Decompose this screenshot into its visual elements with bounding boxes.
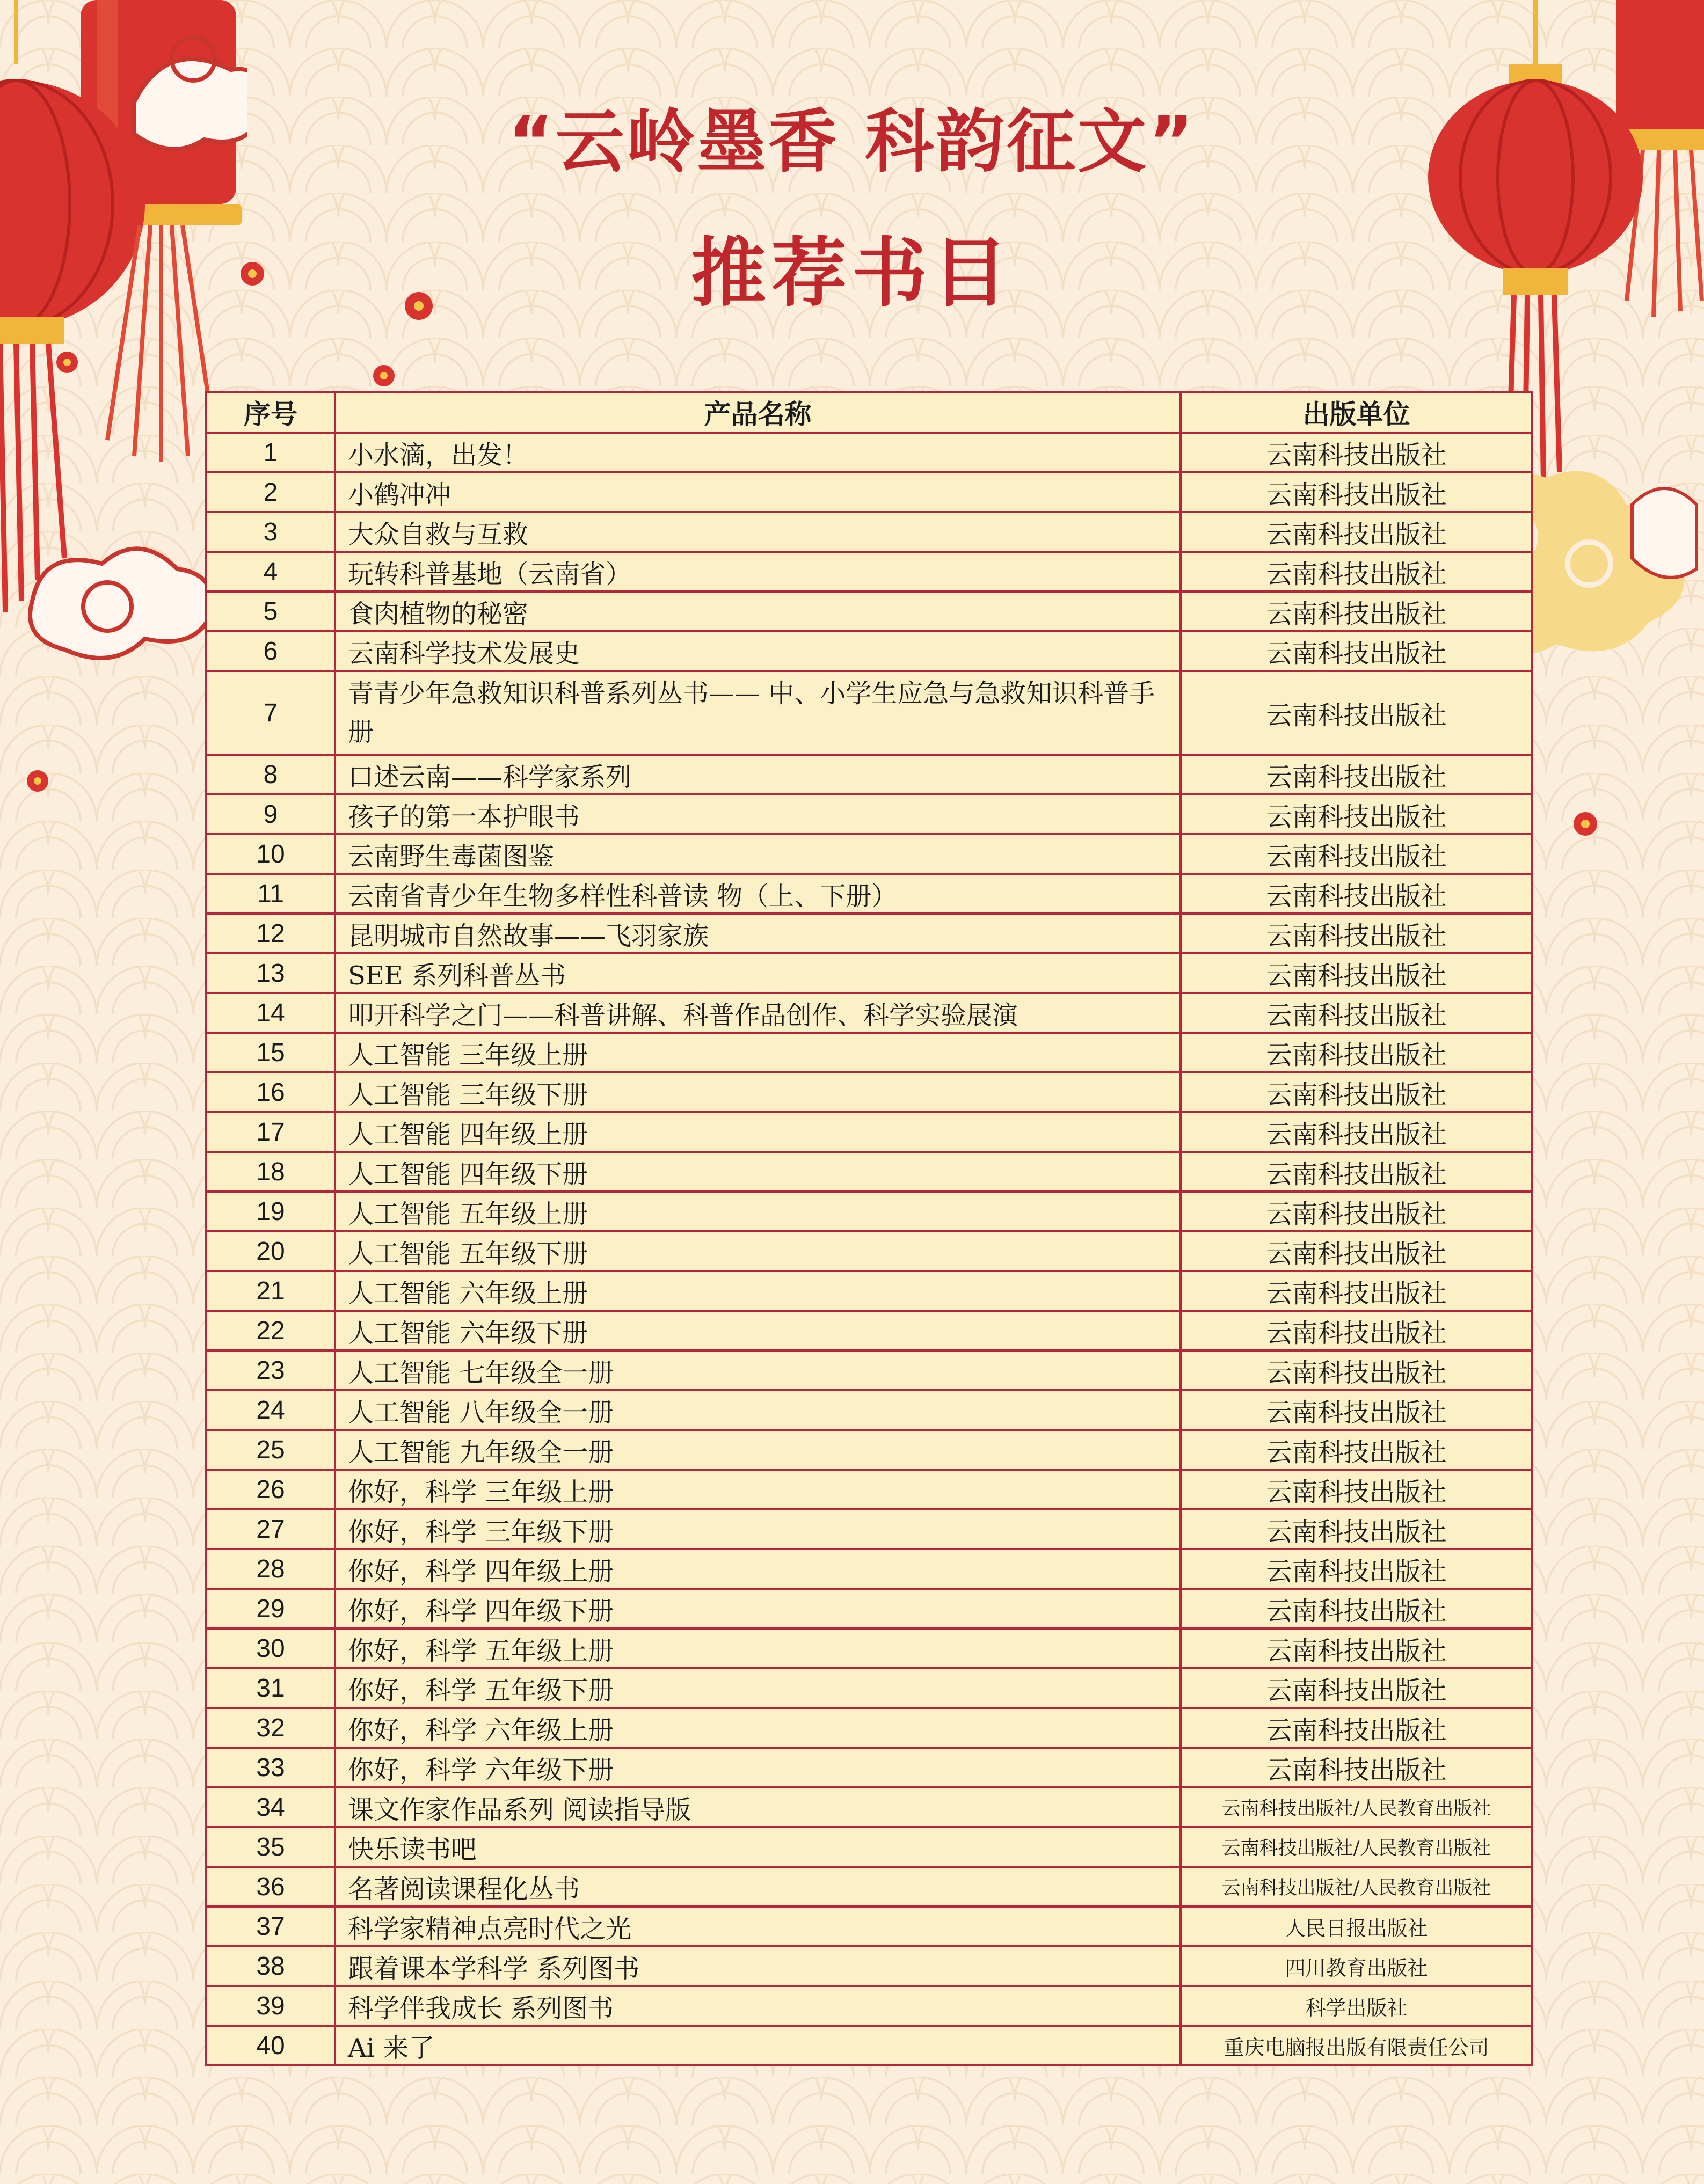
row-number: 39 [206, 1986, 335, 2026]
publisher: 云南科技出版社 [1181, 834, 1532, 874]
table-header-row [206, 392, 1532, 433]
publisher: 云南科技出版社 [1181, 671, 1532, 755]
book-title: 人工智能 七年级全一册 [335, 1350, 1181, 1390]
row-number: 38 [206, 1946, 335, 1986]
publisher: 云南科技出版社 [1181, 1708, 1532, 1748]
publisher: 云南科技出版社 [1181, 1033, 1532, 1072]
row-number: 11 [206, 874, 335, 914]
publisher: 云南科技出版社 [1181, 1271, 1532, 1311]
table-row [206, 755, 1532, 794]
row-number: 13 [206, 953, 335, 993]
table-row [206, 1072, 1532, 1112]
table-row [206, 1112, 1532, 1152]
publisher: 云南科技出版社 [1181, 953, 1532, 993]
row-number: 25 [206, 1430, 335, 1470]
flower-decoration [365, 357, 403, 395]
table-row [206, 552, 1532, 591]
publisher: 云南科技出版社 [1181, 433, 1532, 472]
table-row [206, 794, 1532, 834]
row-number: 22 [206, 1311, 335, 1350]
publisher: 云南科技出版社 [1181, 1072, 1532, 1112]
publisher: 云南科技出版社 [1181, 914, 1532, 953]
row-number: 4 [206, 552, 335, 591]
table-row [206, 1748, 1532, 1787]
flower-decoration [1567, 805, 1604, 843]
book-title: 人工智能 六年级上册 [335, 1271, 1181, 1311]
book-title: Ai 来了 [335, 2026, 1181, 2065]
book-title: 口述云南——科学家系列 [335, 755, 1181, 794]
table-row [206, 512, 1532, 552]
header-number: 序号 [206, 392, 335, 433]
row-number: 10 [206, 834, 335, 874]
publisher: 云南科技出版社/人民教育出版社 [1181, 1867, 1532, 1907]
book-title: 人工智能 三年级下册 [335, 1072, 1181, 1112]
table-row [206, 1589, 1532, 1628]
book-title: 孩子的第一本护眼书 [335, 794, 1181, 834]
publisher: 科学出版社 [1181, 1986, 1532, 2026]
row-number: 28 [206, 1549, 335, 1589]
book-title: 课文作家作品系列 阅读指导版 [335, 1787, 1181, 1827]
table-row [206, 1350, 1532, 1390]
table-row [206, 1430, 1532, 1470]
table-row [206, 1628, 1532, 1668]
publisher: 四川教育出版社 [1181, 1946, 1532, 1986]
publisher: 云南科技出版社 [1181, 993, 1532, 1033]
book-title: 小鹤冲冲 [335, 472, 1181, 512]
row-number: 37 [206, 1907, 335, 1946]
table-row [206, 1231, 1532, 1271]
row-number: 5 [206, 591, 335, 631]
table-row [206, 1946, 1532, 1986]
publisher: 云南科技出版社 [1181, 1668, 1532, 1708]
table-row [206, 1311, 1532, 1350]
table-row [206, 1509, 1532, 1549]
book-title: 云南科学技术发展史 [335, 631, 1181, 671]
book-title: 玩转科普基地（云南省） [335, 552, 1181, 591]
table-row [206, 1708, 1532, 1748]
publisher: 云南科技出版社 [1181, 591, 1532, 631]
book-title: 人工智能 四年级下册 [335, 1152, 1181, 1192]
table-row [206, 631, 1532, 671]
book-list-table [205, 391, 1533, 2066]
publisher: 云南科技出版社 [1181, 1311, 1532, 1350]
publisher: 云南科技出版社 [1181, 1470, 1532, 1509]
row-number: 9 [206, 794, 335, 834]
table-row [206, 1271, 1532, 1311]
table-row [206, 1907, 1532, 1946]
book-title: 科学家精神点亮时代之光 [335, 1907, 1181, 1946]
book-title: 你好，科学 三年级下册 [335, 1509, 1181, 1549]
publisher: 云南科技出版社 [1181, 1430, 1532, 1470]
row-number: 31 [206, 1668, 335, 1708]
row-number: 29 [206, 1589, 335, 1628]
table-row [206, 834, 1532, 874]
book-title: 你好，科学 五年级下册 [335, 1668, 1181, 1708]
publisher: 云南科技出版社 [1181, 512, 1532, 552]
row-number: 2 [206, 472, 335, 512]
publisher: 云南科技出版社/人民教育出版社 [1181, 1827, 1532, 1867]
publisher: 云南科技出版社 [1181, 1350, 1532, 1390]
table-row [206, 1986, 1532, 2026]
book-title: 你好，科学 三年级上册 [335, 1470, 1181, 1509]
row-number: 6 [206, 631, 335, 671]
row-number: 21 [206, 1271, 335, 1311]
publisher: 云南科技出版社 [1181, 1509, 1532, 1549]
book-title: 云南省青少年生物多样性科普读 物（上、下册） [335, 874, 1181, 914]
book-title: 人工智能 五年级上册 [335, 1192, 1181, 1231]
publisher: 云南科技出版社 [1181, 1589, 1532, 1628]
table-row [206, 1787, 1532, 1827]
publisher: 云南科技出版社 [1181, 755, 1532, 794]
header-product-name: 产品名称 [335, 392, 1181, 433]
table-row [206, 1192, 1532, 1231]
row-number: 36 [206, 1867, 335, 1907]
book-title: 跟着课本学科学 系列图书 [335, 1946, 1181, 1986]
book-title: 青青少年急救知识科普系列丛书—— 中、小学生应急与急救知识科普手册 [335, 671, 1181, 755]
row-number: 3 [206, 512, 335, 552]
publisher: 云南科技出版社/人民教育出版社 [1181, 1787, 1532, 1827]
row-number: 1 [206, 433, 335, 472]
table-row [206, 1549, 1532, 1589]
row-number: 30 [206, 1628, 335, 1668]
table-row [206, 1827, 1532, 1867]
row-number: 33 [206, 1748, 335, 1787]
book-title: 小水滴，出发！ [335, 433, 1181, 472]
publisher: 云南科技出版社 [1181, 1231, 1532, 1271]
book-title: 名著阅读课程化丛书 [335, 1867, 1181, 1907]
book-title: SEE 系列科普丛书 [335, 953, 1181, 993]
publisher: 云南科技出版社 [1181, 1152, 1532, 1192]
row-number: 15 [206, 1033, 335, 1072]
row-number: 34 [206, 1787, 335, 1827]
row-number: 26 [206, 1470, 335, 1509]
table-row [206, 591, 1532, 631]
book-title: 你好，科学 六年级上册 [335, 1708, 1181, 1748]
table-row [206, 953, 1532, 993]
row-number: 17 [206, 1112, 335, 1152]
table-row [206, 993, 1532, 1033]
book-title: 食肉植物的秘密 [335, 591, 1181, 631]
publisher: 云南科技出版社 [1181, 1112, 1532, 1152]
table-row [206, 874, 1532, 914]
flower-decoration [48, 344, 86, 381]
table-row [206, 1470, 1532, 1509]
table-row [206, 2026, 1532, 2065]
book-title: 人工智能 八年级全一册 [335, 1390, 1181, 1430]
row-number: 12 [206, 914, 335, 953]
publisher: 云南科技出版社 [1181, 472, 1532, 512]
table-row [206, 914, 1532, 953]
row-number: 20 [206, 1231, 335, 1271]
header-publisher: 出版单位 [1181, 392, 1532, 433]
book-title: 快乐读书吧 [335, 1827, 1181, 1867]
row-number: 19 [206, 1192, 335, 1231]
book-title: 科学伴我成长 系列图书 [335, 1986, 1181, 2026]
row-number: 27 [206, 1509, 335, 1549]
row-number: 32 [206, 1708, 335, 1748]
row-number: 35 [206, 1827, 335, 1867]
book-title: 人工智能 五年级下册 [335, 1231, 1181, 1271]
table-row [206, 1033, 1532, 1072]
publisher: 云南科技出版社 [1181, 1748, 1532, 1787]
book-title: 人工智能 四年级上册 [335, 1112, 1181, 1152]
book-title: 人工智能 三年级上册 [335, 1033, 1181, 1072]
table-row [206, 433, 1532, 472]
book-title: 你好，科学 六年级下册 [335, 1748, 1181, 1787]
page-title-line2: 推荐书目 [690, 230, 1013, 317]
publisher: 云南科技出版社 [1181, 1549, 1532, 1589]
table-row [206, 1152, 1532, 1192]
row-number: 16 [206, 1072, 335, 1112]
row-number: 40 [206, 2026, 335, 2065]
row-number: 8 [206, 755, 335, 794]
row-number: 23 [206, 1350, 335, 1390]
row-number: 24 [206, 1390, 335, 1430]
row-number: 18 [206, 1152, 335, 1192]
publisher: 人民日报出版社 [1181, 1907, 1532, 1946]
row-number: 7 [206, 671, 335, 755]
book-title: 你好，科学 五年级上册 [335, 1628, 1181, 1668]
publisher: 云南科技出版社 [1181, 1390, 1532, 1430]
book-title: 你好，科学 四年级下册 [335, 1589, 1181, 1628]
publisher: 云南科技出版社 [1181, 1192, 1532, 1231]
publisher: 重庆电脑报出版有限责任公司 [1181, 2026, 1532, 2065]
book-title: 人工智能 九年级全一册 [335, 1430, 1181, 1470]
table-row [206, 1390, 1532, 1430]
flower-decoration [19, 762, 56, 800]
publisher: 云南科技出版社 [1181, 794, 1532, 834]
book-title: 云南野生毒菌图鉴 [335, 834, 1181, 874]
publisher: 云南科技出版社 [1181, 552, 1532, 591]
table-row [206, 1668, 1532, 1708]
book-title: 你好，科学 四年级上册 [335, 1549, 1181, 1589]
page-title-line1: “云岭墨香 科韵征文” [508, 102, 1196, 182]
table-row [206, 671, 1532, 755]
publisher: 云南科技出版社 [1181, 631, 1532, 671]
book-title: 人工智能 六年级下册 [335, 1311, 1181, 1350]
book-title: 叩开科学之门——科普讲解、科普作品创作、科学实验展演 [335, 993, 1181, 1033]
book-title: 大众自救与互救 [335, 512, 1181, 552]
table-row [206, 1867, 1532, 1907]
publisher: 云南科技出版社 [1181, 874, 1532, 914]
book-title: 昆明城市自然故事——飞羽家族 [335, 914, 1181, 953]
table-row [206, 472, 1532, 512]
publisher: 云南科技出版社 [1181, 1628, 1532, 1668]
row-number: 14 [206, 993, 335, 1033]
